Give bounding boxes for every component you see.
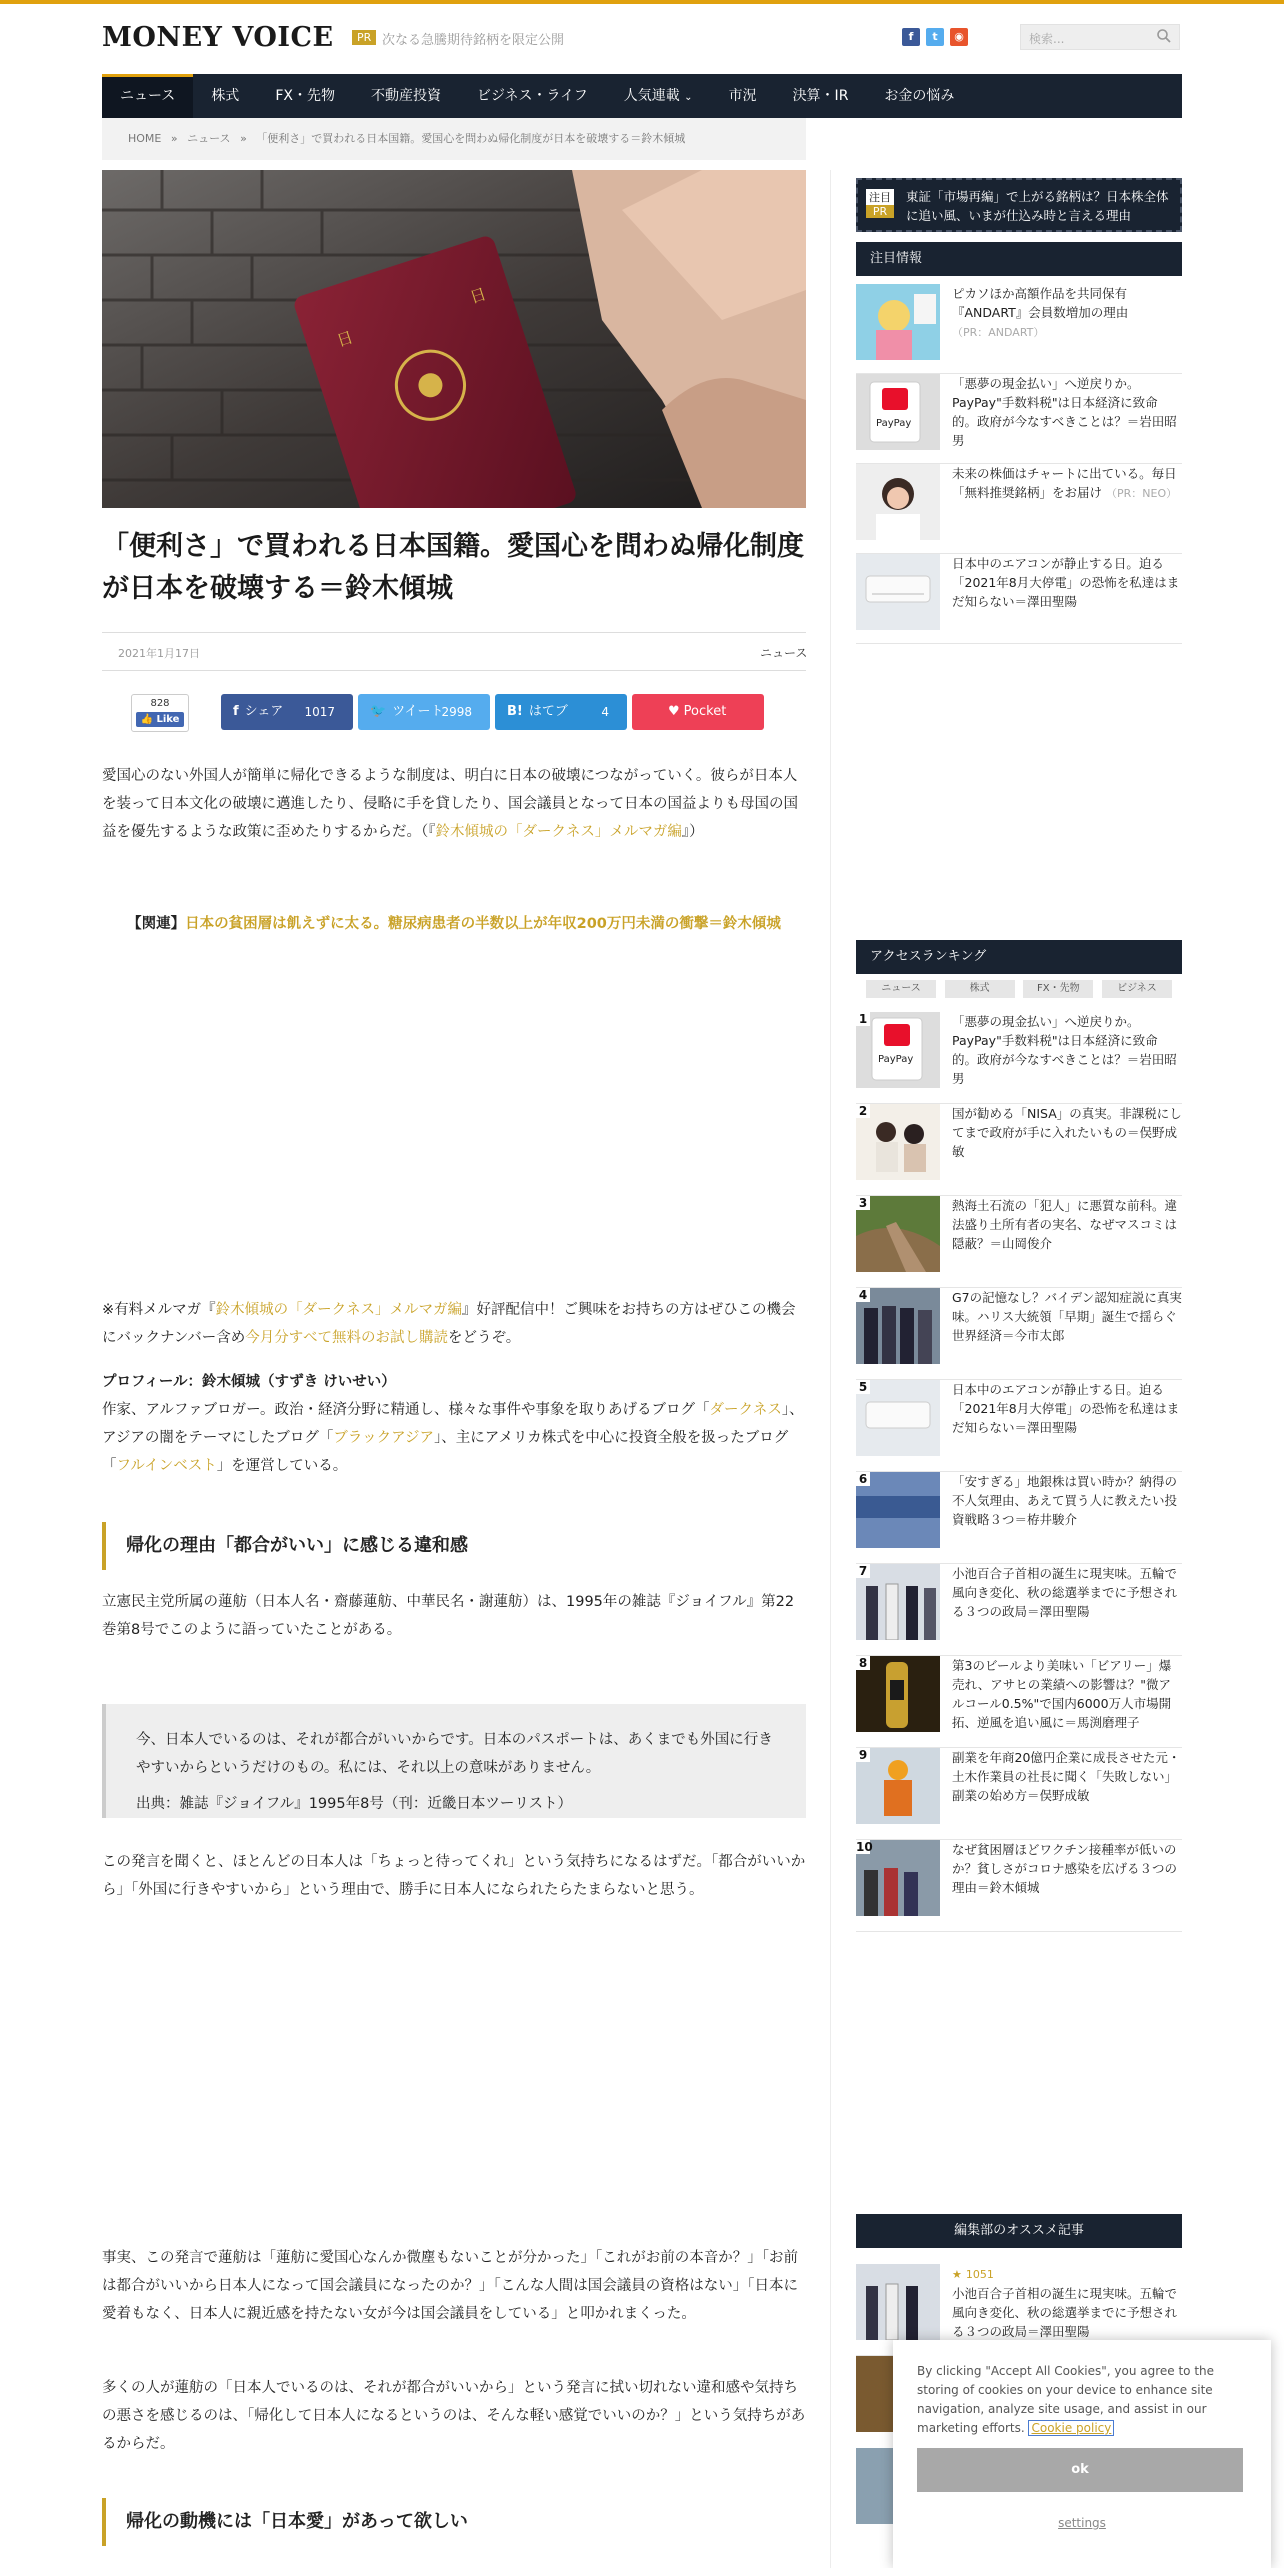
lead-mag-link[interactable]: 鈴木傾城の「ダークネス」メルマガ編 <box>435 824 682 840</box>
star-icon: ★ <box>952 2268 962 2281</box>
notice-thumbnail <box>856 374 940 450</box>
svg-text:日: 日 <box>467 284 489 308</box>
breadcrumb-sep: » <box>240 132 247 145</box>
twitter-icon[interactable]: t <box>926 28 944 46</box>
ranking-title: 「安すぎる」地銀株は買い時か？納得の不人気理由、あえて買う人に教えたい投資戦略３つ＝栫井駿介 <box>952 1474 1178 1527</box>
site-logo[interactable]: MONEY VOICE <box>102 22 334 53</box>
nav-stocks[interactable]: 株式 <box>211 88 240 104</box>
rank-number: 5 <box>856 1380 870 1394</box>
mag-text: をどうぞ。 <box>447 1330 521 1346</box>
rank-number: 8 <box>856 1656 870 1670</box>
profile-text: 」、主にアメリカ株式を中心に投資全般を扱ったブログ「 <box>102 1430 789 1474</box>
breadcrumb-home[interactable]: HOME <box>128 132 162 145</box>
paragraph: 事実、この発言で蓮舫は「蓮舫に愛国心なんか微塵もないことが分かった」「これがお前の本音か？」「お前は都合がいいから日本人になって国会議員になったのか？」「こんな人間は国会議員の資格はない」「日本に愛着もなく、日本人に親近感を持たない女が今は国会議員をしている」と叩かれまくった。 <box>102 2250 798 2322</box>
facebook-share-label: シェア <box>244 704 284 719</box>
ranking-title: 日本中のエアコンが静止する日。迫る「2021年8月大停電」の恐怖を私達はまだ知らない＝澤田聖陽 <box>952 1382 1180 1435</box>
pr-banner[interactable] <box>856 178 1182 232</box>
breadcrumb-current: 「便利さ」で買われる日本国籍。愛国心を問わぬ帰化制度が日本を破壊する＝鈴木傾城 <box>256 132 686 145</box>
like-count: 828 <box>150 698 170 709</box>
svg-text:PayPay: PayPay <box>876 418 912 429</box>
notice-item[interactable] <box>856 464 1182 554</box>
nav-series[interactable] <box>606 74 711 118</box>
ranking-item[interactable] <box>856 1748 1182 1840</box>
ranking-tab-business[interactable]: ビジネス <box>1102 980 1172 998</box>
ranking-item[interactable] <box>856 1472 1182 1564</box>
profile-title: プロフィール：鈴木傾城（すずき けいせい） <box>102 1374 396 1390</box>
ranking-title: 第3のビールより美味い「ビアリー」爆売れ、アサヒの業績への影響は？"微アルコール0.5%"で国内6000万人市場開拓、逆風を追い風に＝馬渕磨理子 <box>952 1658 1172 1730</box>
paragraph: 立憲民主党所属の蓮舫（日本人名・齋藤蓮舫、中華民名・謝蓮舫）は、1995年の雑誌『ジョイフル』第22巻第8号でこのように語っていたことがある。 <box>102 1594 795 1638</box>
top-accent-line <box>0 0 1284 4</box>
cookie-settings-link[interactable]: settings <box>1058 2516 1106 2530</box>
notice-title: ピカソほか高額作品を共同保有『ANDART』会員数増加の理由 <box>952 286 1129 320</box>
ranking-item[interactable] <box>856 1656 1182 1748</box>
ranking-item[interactable] <box>856 1564 1182 1656</box>
pr-banner-text: 東証「市場再編」で上がる銘柄は？日本株全体に追い風、いまが仕込み時と言える理由 <box>906 189 1169 223</box>
sidebar-divider <box>830 170 831 2568</box>
ranking-title: なぜ貧困層ほどワクチン接種率が低いのか？貧しさがコロナ感染を広げる３つの理由＝鈴木傾城 <box>952 1842 1178 1895</box>
hero-image-passport <box>102 170 806 508</box>
blog-blackasia-link[interactable]: ブラックアジア <box>333 1430 435 1446</box>
rank-number: 3 <box>856 1196 870 1210</box>
hatena-label: はてブ <box>528 704 568 719</box>
notice-source: （PR：ANDART） <box>952 326 1045 339</box>
rank-number: 10 <box>856 1840 873 1854</box>
nav-money[interactable]: お金の悩み <box>884 88 955 104</box>
pocket-button[interactable] <box>632 694 764 730</box>
ranking-tabs <box>866 980 1172 998</box>
hatena-button[interactable] <box>495 694 627 730</box>
tweet-label: ツイート <box>392 704 444 719</box>
notice-item[interactable] <box>856 284 1182 374</box>
divider <box>102 670 806 671</box>
article-category[interactable]: ニュース <box>760 646 808 660</box>
nav-market[interactable]: 市況 <box>728 88 757 104</box>
notice-heading: 注目情報 <box>856 242 1182 276</box>
editor-pick-stars: 1051 <box>965 2268 994 2281</box>
lead-text: 愛国心のない外国人が簡単に帰化できるような制度は、明白に日本の破壊につながっていく。彼らが日本人を装って日本文化の破壊に邁進したり、侵略に手を貸したり、国会議員となって日本の国益よりも母国の国益を優先するような政策に歪めたりするからだ。（『 <box>102 768 798 840</box>
profile-text: 作家、アルファブロガー。政治・経済分野に精通し、様々な事件や事象を取りあげるブログ「 <box>102 1402 710 1418</box>
related-link[interactable]: 日本の貧困層は飢えずに太る。糖尿病患者の半数以上が年収200万円未満の衝撃＝鈴木傾城 <box>185 916 781 932</box>
paragraph: この発言を聞くと、ほとんどの日本人は「ちょっと待ってくれ」という気持ちになるはずだ。「都合がいいから」「外国に行きやすいから」という理由で、勝手に日本人になられたらたまらないと思う。 <box>102 1854 806 1898</box>
pr-tag: PR <box>352 30 376 45</box>
breadcrumb-news[interactable]: ニュース <box>187 132 231 145</box>
notice-item[interactable] <box>856 554 1182 644</box>
main-nav <box>102 74 1182 118</box>
facebook-like-button[interactable] <box>131 694 189 732</box>
facebook-icon[interactable]: f <box>902 28 920 46</box>
mag-link[interactable]: 鈴木傾城の「ダークネス」メルマガ編 <box>215 1302 463 1318</box>
pocket-label: Pocket <box>683 704 727 719</box>
ranking-heading: アクセスランキング <box>856 940 1182 974</box>
lead-end: 』） <box>681 824 704 840</box>
cookie-policy-link[interactable]: Cookie policy <box>1028 2420 1114 2436</box>
section-heading: 帰化の動機には「日本愛」があって欲しい <box>102 2498 806 2546</box>
rank-number: 9 <box>856 1748 870 1762</box>
search-icon[interactable] <box>1156 28 1172 44</box>
profile-text: 」を運営している。 <box>216 1458 348 1474</box>
pocket-icon: ♥ <box>668 704 680 719</box>
ranking-item[interactable] <box>856 1012 1182 1104</box>
quote-text: 今、日本人でいるのは、それが都合がいいからです。日本のパスポートは、あくまでも外国に行きやすいからというだけのもの。私には、それ以上の意味がありません。 <box>136 1732 773 1776</box>
nav-earnings[interactable]: 決算・IR <box>792 88 849 104</box>
ranking-title: 国が勧める「NISA」の真実。非課税にしてまで政府が手に入れたいもの＝俣野成敏 <box>952 1106 1182 1159</box>
cookie-text: By clicking "Accept All Cookies", you agree to the storing of cookies on your device to enhance site navigation, analyze site usage, and assist in our marketing efforts. <box>917 2364 1215 2435</box>
rank-number: 4 <box>856 1288 870 1302</box>
quote-block <box>102 1704 806 1818</box>
paragraph: 多くの人が蓮舫の「日本人でいるのは、それが都合がいいから」という発言に拭い切れない違和感や気持ちの悪さを感じるのは、「帰化して日本人になるというのは、そんな軽い感覚でいいのか？」という気持ちがあるからだ。 <box>102 2380 806 2452</box>
facebook-icon: f <box>233 704 239 719</box>
facebook-share-button[interactable] <box>221 694 353 730</box>
breadcrumb <box>102 118 806 160</box>
related-link-block <box>102 910 806 938</box>
profile-body <box>102 1396 806 1480</box>
ranking-title: 熱海土石流の「犯人」に悪質な前科。違法盛り土所有者の実名、なぜマスコミは隠蔽？＝山岡俊介 <box>952 1198 1178 1251</box>
ranking-title: 副業を年商20億円企業に成長させた元・土木作業員の社長に聞く「失敗しない」副業の始め方＝俣野成敏 <box>952 1750 1181 1803</box>
ranking-title: 「悪夢の現金払い」へ逆戻りか。PayPay"手数料税"は日本経済に致命的。政府が今なすべきことは？＝岩田昭男 <box>952 1014 1177 1086</box>
editor-pick-thumbnail <box>856 2264 940 2340</box>
cookie-consent-banner <box>893 2340 1271 2568</box>
trial-link[interactable]: 今月分すべて無料のお試し購読 <box>245 1330 448 1346</box>
mag-text: 』好評配信中！ご興味をお持ちの方はぜひこの機会にバックナンバー含め <box>102 1302 796 1346</box>
blog-darkness-link[interactable]: ダークネス <box>709 1402 782 1418</box>
tweet-button[interactable] <box>358 694 490 730</box>
search-input[interactable]: 検索... <box>1020 24 1180 50</box>
rank-number: 6 <box>856 1472 870 1486</box>
ranking-tab-stocks[interactable]: 株式 <box>945 980 1015 998</box>
notice-title: 日本中のエアコンが静止する日。迫る「2021年8月大停電」の恐怖を私達はまだ知らない＝澤田聖陽 <box>952 556 1180 609</box>
notice-thumbnail <box>856 284 940 360</box>
like-label <box>136 712 184 727</box>
editor-picks-heading: 編集部のオススメ記事 <box>856 2214 1182 2248</box>
svg-text:PayPay: PayPay <box>878 1054 914 1065</box>
ranking-tab-fx[interactable]: FX・先物 <box>1023 980 1093 998</box>
facebook-share-count: 1017 <box>304 705 335 719</box>
editor-pick-title: 小池百合子首相の誕生に現実味。五輪で風向き変化、秋の総選挙までに予想される３つの政局＝澤田聖陽 <box>952 2286 1178 2339</box>
thumb-icon: 👍 <box>140 714 153 725</box>
article-date: 2021年1月17日 <box>118 647 200 660</box>
pr-headline[interactable]: 次なる急騰期待銘柄を限定公開 <box>382 33 565 48</box>
cookie-ok-button[interactable]: ok <box>917 2448 1243 2492</box>
notice-item[interactable] <box>856 374 1182 464</box>
breadcrumb-sep: » <box>170 132 178 145</box>
nav-realestate[interactable]: 不動産投資 <box>370 88 441 104</box>
like-label-text: Like <box>156 714 180 725</box>
hatena-count: 4 <box>601 705 609 719</box>
notice-thumbnail <box>856 464 940 540</box>
pr-label-bottom: PR <box>866 205 894 218</box>
rank-number: 1 <box>856 1012 870 1026</box>
pr-label <box>866 189 894 218</box>
twitter-icon: 🐦 <box>370 704 387 719</box>
article-lead <box>102 762 806 846</box>
notice-title: 未来の株価はチャートに出ている。毎日「無料推奨銘柄」をお届け <box>952 466 1177 500</box>
rank-number: 7 <box>856 1564 870 1578</box>
ranking-item[interactable] <box>856 1380 1182 1472</box>
quote-source: 出典：雑誌『ジョイフル』1995年8号（刊：近畿日本ツーリスト） <box>136 1796 573 1812</box>
rss-icon[interactable]: ◉ <box>950 28 968 46</box>
chevron-down-icon: ⌄ <box>684 92 693 103</box>
ranking-item[interactable] <box>856 1196 1182 1288</box>
hatena-icon: B! <box>507 704 523 719</box>
divider <box>102 632 806 633</box>
nav-news[interactable]: ニュース <box>102 74 193 118</box>
nav-business[interactable]: ビジネス・ライフ <box>476 88 588 104</box>
notice-source: （PR：NEO） <box>1106 487 1178 500</box>
magazine-note <box>102 1296 806 1352</box>
ranking-title: G7の記憶なし？バイデン認知症説に真実味。ハリス大統領「早期」誕生で揺らぐ世界経済＝今市太郎 <box>952 1290 1182 1343</box>
article-title: 「便利さ」で買われる日本国籍。愛国心を問わぬ帰化制度が日本を破壊する＝鈴木傾城 <box>102 531 804 604</box>
notice-title: 「悪夢の現金払い」へ逆戻りか。PayPay"手数料税"は日本経済に致命的。政府が今なすべきことは？＝岩田昭男 <box>952 376 1177 448</box>
section-heading: 帰化の理由「都合がいい」に感じる違和感 <box>102 1522 806 1570</box>
mag-text: ※有料メルマガ『 <box>102 1302 216 1318</box>
rank-number: 2 <box>856 1104 870 1118</box>
ranking-item[interactable] <box>856 1840 1182 1932</box>
ranking-tab-news[interactable]: ニュース <box>866 980 936 998</box>
blog-fullinvest-link[interactable]: フルインベスト <box>116 1458 217 1474</box>
cookie-text-wrap <box>917 2362 1247 2438</box>
tweet-count: 2998 <box>441 705 472 719</box>
svg-text:日: 日 <box>334 327 356 351</box>
nav-series-label: 人気連載 <box>623 88 680 104</box>
ranking-title: 小池百合子首相の誕生に現実味。五輪で風向き変化、秋の総選挙までに予想される３つの政局＝澤田聖陽 <box>952 1566 1178 1619</box>
nav-fx[interactable]: FX・先物 <box>275 88 335 104</box>
notice-thumbnail <box>856 554 940 630</box>
ranking-item[interactable] <box>856 1104 1182 1196</box>
pr-label-top: 注目 <box>866 189 894 205</box>
ranking-item[interactable] <box>856 1288 1182 1380</box>
related-prefix: 【関連】 <box>127 916 186 932</box>
profile-text: 」、アジアの闇をテーマにしたブログ「 <box>102 1402 804 1446</box>
